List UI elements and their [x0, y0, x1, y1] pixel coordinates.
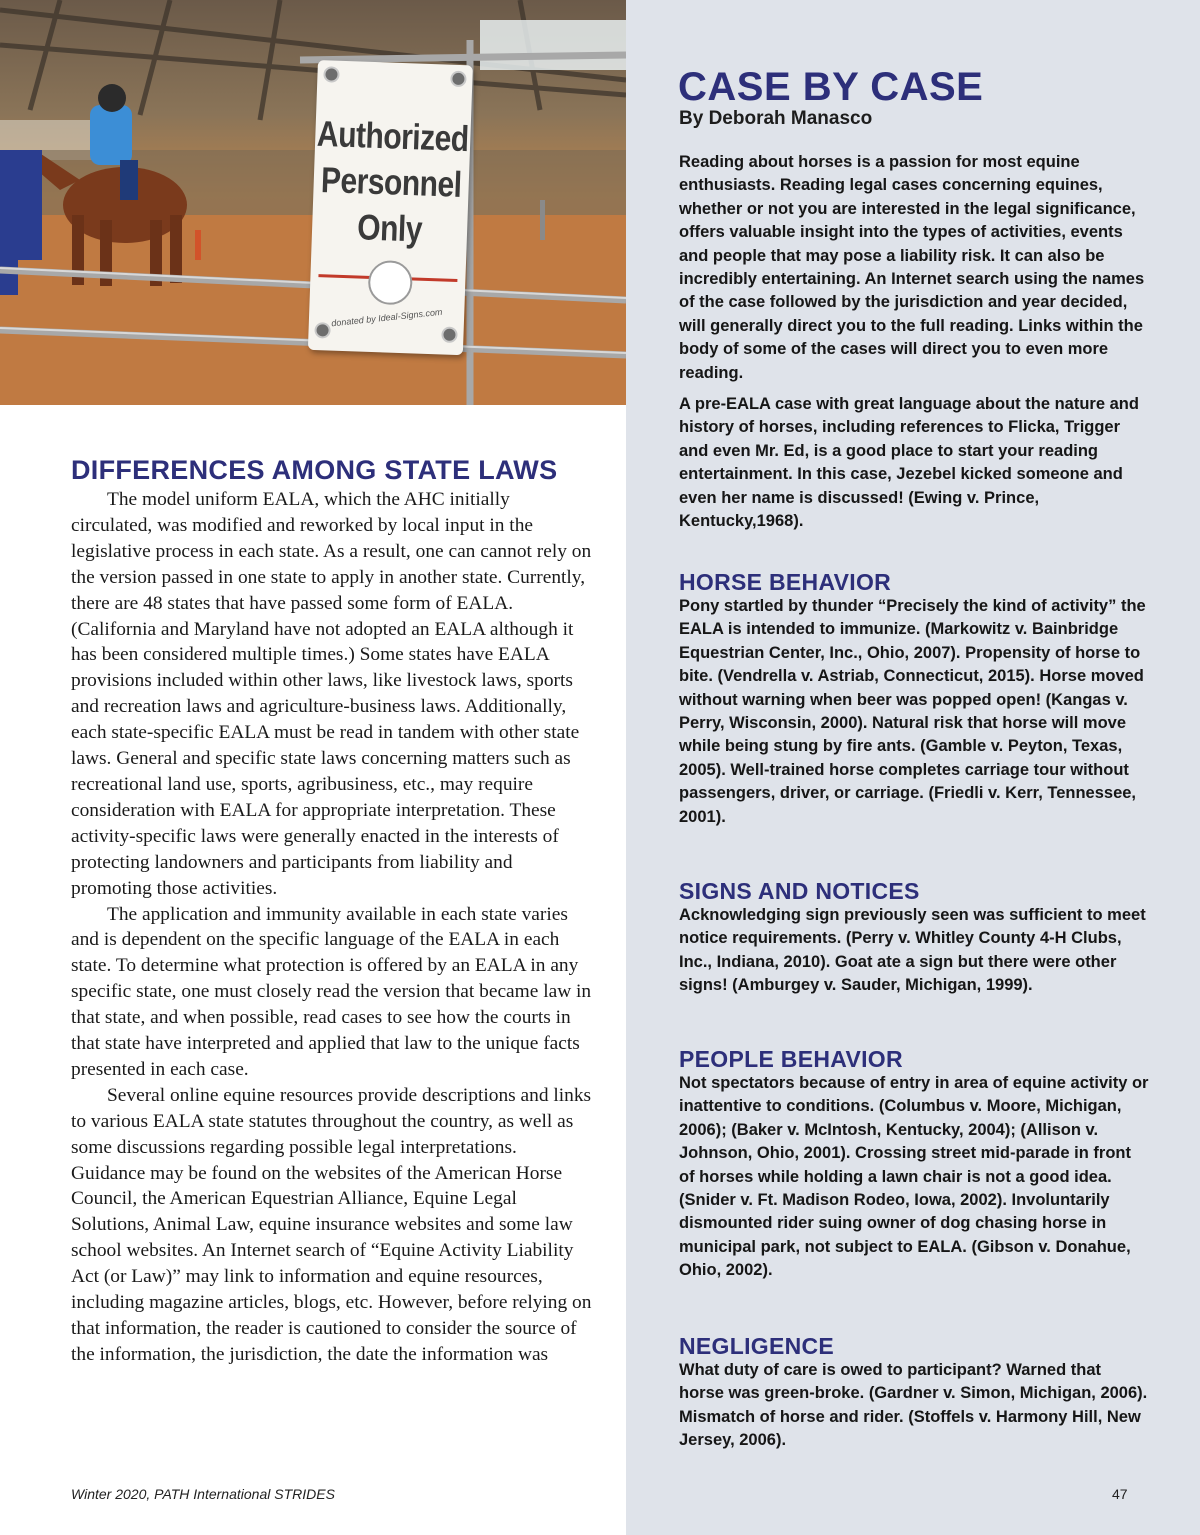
sign-donor-text: donated by Ideal-Signs.com: [330, 306, 443, 329]
article-paragraph: Several online equine resources provide descriptions and links to various EALA state statutes throughout the country, as well as some discussions regarding possible legal interpretations. Guidance may be found on the websites of the American Horse Council, the American Equestrian Alliance, Equine Legal Solutions, Animal Law, equine insurance websites and some law school websites. An Internet search of “Equine Activity Liability Act (or Law)” may link to information and equine resources, including magazine articles, blogs, etc. However, before relying on that information, the reader is cautioned to consider the source of the information, the jurisdiction, the date the information was: [71, 1084, 592, 1365]
grommet-icon: [450, 71, 467, 88]
sign-line: Authorized: [316, 114, 470, 160]
sign-line: Personnel: [320, 160, 463, 206]
intro-paragraph: Reading about horses is a passion for most equine enthusiasts. Reading legal cases concerning equines, whether or not you are interested in the legal significance, offers valuable insight into the types of activities, events and people that may pose a liability risk. It can also be incredibly entertaining. An Internet search using the names of the case followed by the jurisdiction and year decided, will generally direct you to the full reading. Links within the body of some of the cases will direct you to even more reading.: [679, 153, 1145, 382]
page-number: 47: [1112, 1486, 1128, 1502]
grommet-icon: [441, 326, 458, 343]
section-heading: NEGLIGENCE: [679, 1333, 835, 1359]
horse-logo-icon: [368, 260, 414, 306]
grommet-icon: [323, 66, 340, 83]
publication-footer: Winter 2020, PATH International STRIDES: [71, 1486, 335, 1502]
intro-block: [679, 151, 1149, 534]
horse-behavior-section: [679, 569, 1149, 829]
signs-notices-section: [679, 878, 1149, 998]
section-heading: DIFFERENCES AMONG STATE LAWS: [71, 455, 558, 485]
people-behavior-section: [679, 1046, 1149, 1283]
section-heading: HORSE BEHAVIOR: [679, 569, 892, 595]
section-text: Pony startled by thunder “Precisely the kind of activity” the EALA is intended to immunize. (Markowitz v. Bainbridge Equestrian Center, Inc., Ohio, 2007). Propensity of horse to bite. (Vendrella v. Astriab, Connecticut, 2015). Horse moved without warning when beer was popped open! (Kangas v. Perry, Wisconsin, 2000). Natural risk that horse will move while being stung by fire ants. (Gamble v. Peyton, Texas, 2005). Well-trained horse completes carriage tour without passengers, driver, or carriage. (Friedli v. Kerr, Tennessee, 2001).: [679, 597, 1146, 826]
intro-paragraph: A pre-EALA case with great language about the nature and history of horses, including references to Flicka, Trigger and even Mr. Ed, is a good place to start your reading entertainment. In this case, Jezebel kicked someone and even her name is discussed! (Ewing v. Prince, Kentucky,1968).: [679, 395, 1139, 531]
sign-line: Only: [356, 208, 423, 250]
section-text: What duty of care is owed to participant? Warned that horse was green-broke. (Gardner v. Simon, Michigan, 2006). Mismatch of horse and rider. (Stoffels v. Harmony Hill, New Jersey, 2006).: [679, 1361, 1148, 1450]
sidebar-title: CASE BY CASE: [678, 65, 984, 109]
negligence-section: [679, 1333, 1149, 1453]
article-paragraph: The model uniform EALA, which the AHC initially circulated, was modified and reworked by local input in the legislative process in each state. As a result, one can cannot rely on the version passed in one state to apply in another state. Currently, there are 48 states that have passed some form of EALA. (California and Maryland have not adopted an EALA although it has been considered multiple times.) Some states have EALA provisions included within other laws, like livestock laws, sports and recreation laws and agriculture-business laws. Additionally, each state-specific EALA must be read in tandem with other state laws. General and specific state laws concerning matters such as recreational land use, sports, agribusiness, etc., may require consideration with EALA for appropriate interpretation. These activity-specific laws were generally enacted in the interests of protecting landowners and participants from liability and promoting those activities.: [71, 489, 592, 899]
article-body: [71, 487, 593, 1368]
authorized-personnel-sign: [308, 60, 473, 355]
section-heading: PEOPLE BEHAVIOR: [679, 1046, 903, 1072]
section-heading: SIGNS AND NOTICES: [679, 878, 920, 904]
case-by-case-sidebar: [626, 0, 1200, 1535]
article-paragraph: The application and immunity available in each state varies and is dependent on the specific language of the EALA in each state. To determine what protection is offered by an EALA in any specific state, one must closely read the version that became law in that state, and when possible, read cases to see how the courts in that state have interpreted and applied that law to the unique facts presented in each case.: [71, 903, 592, 1080]
grommet-icon: [314, 322, 331, 339]
article-photo: [0, 0, 626, 405]
section-text: Acknowledging sign previously seen was sufficient to meet notice requirements. (Perry v. Whitley County 4-H Clubs, Inc., Indiana, 2010). Goat ate a sign but there were other signs! (Amburgey v. Sauder, Michigan, 1999).: [679, 906, 1146, 995]
byline: By Deborah Manasco: [679, 108, 873, 129]
section-text: Not spectators because of entry in area of equine activity or inattentive to conditions. (Columbus v. Moore, Michigan, 2006); (Baker v. McIntosh, Kentucky, 2004); (Allison v. Johnson, Ohio, 2001). Crossing street mid-parade in front of horses while holding a lawn chair is not a good idea. (Snider v. Ft. Madison Rodeo, Iowa, 2002). Involuntarily dismounted rider suing owner of dog chasing horse in municipal park, not subject to EALA. (Gibson v. Donahue, Ohio, 2002).: [679, 1074, 1149, 1280]
